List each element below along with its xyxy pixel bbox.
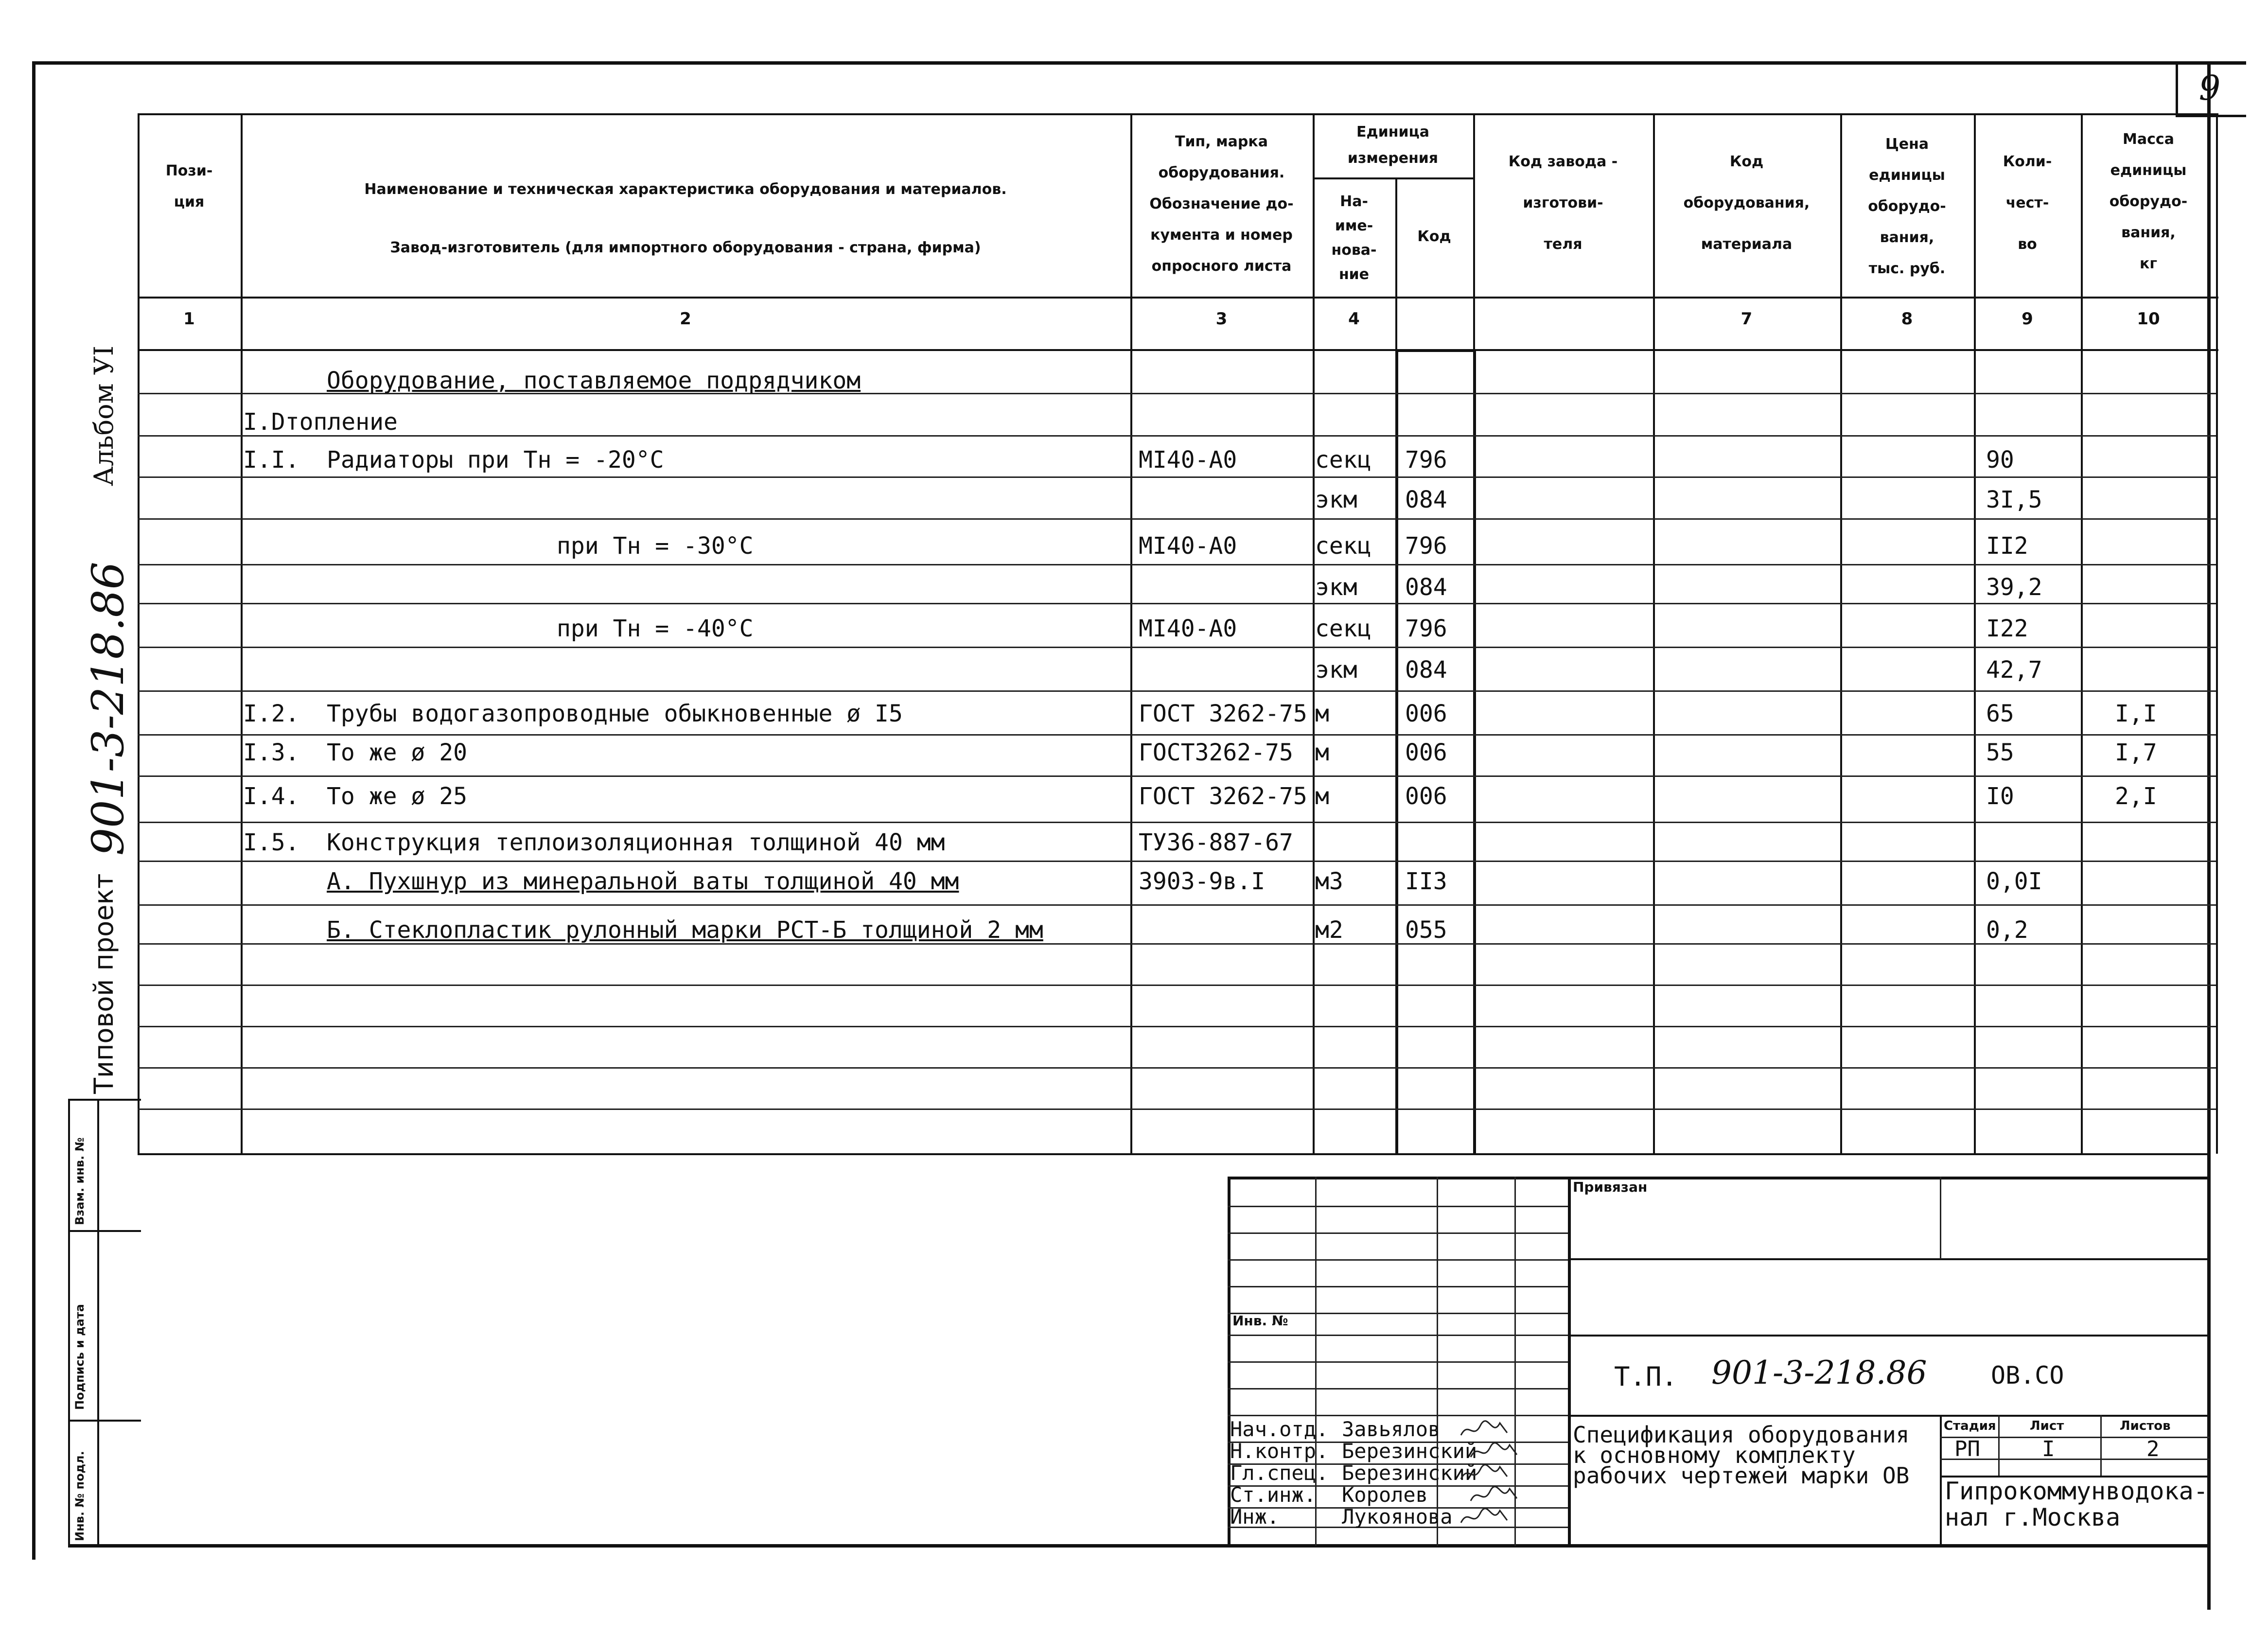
row-unit: м (1315, 700, 1329, 727)
row-type: МI40-А0 (1139, 532, 1237, 560)
sheet-number: 9 (2198, 68, 2221, 108)
signature-mark (1459, 1506, 1512, 1529)
colnum-3: 3 (1215, 309, 1228, 329)
row-name: То же ø 20 (327, 739, 467, 766)
row-name: при Тн = -30°С (557, 532, 754, 560)
row-unit: секц (1315, 446, 1371, 474)
row-unit: секц (1315, 532, 1371, 560)
sheets-value: 2 (2146, 1437, 2160, 1461)
doc-prefix: Т.П. (1614, 1361, 1678, 1392)
row-quantity: 65 (1986, 700, 2014, 727)
row-mass: I,7 (2115, 739, 2157, 766)
row-type: ТУ36-887-67 (1139, 829, 1293, 856)
row-type: ГОСТ 3262-75 (1139, 700, 1307, 727)
colnum-4: 4 (1348, 309, 1360, 329)
row-type: 3903-9в.I (1139, 868, 1266, 895)
row-quantity: I0 (1986, 783, 2014, 810)
row-code: 796 (1405, 615, 1447, 642)
row-type: ГОСТ3262-75 (1139, 739, 1293, 766)
row-position: I.Dтопление (243, 408, 398, 436)
stage-value: РП (1954, 1437, 1980, 1461)
row-code: 006 (1405, 700, 1447, 727)
row-name: при Тн = -40°С (557, 615, 754, 642)
header-type: Тип, марка оборудования. Обозначение до- кумента и номер опросного листа (1149, 133, 1294, 275)
row-unit: м3 (1315, 868, 1343, 895)
sheets-label: Листов (2120, 1419, 2171, 1433)
colnum-7: 7 (1741, 309, 1753, 329)
project-number-side: 901-3-218.86 (83, 562, 134, 856)
row-unit: м2 (1315, 916, 1343, 944)
header-unit-name: На- име- нова- ние (1331, 193, 1377, 283)
row-name: Трубы водогазопроводные обыкновенные ø I5 (327, 700, 903, 727)
signer-role: Гл.спец. (1230, 1461, 1329, 1485)
row-name: Конструкция теплоизоляционная толщиной 40 мм (327, 829, 945, 856)
doc-mark: ОВ.СО (1991, 1361, 2064, 1390)
stamp-inv-podl: Инв. № подл. (73, 1451, 87, 1541)
row-code: 006 (1405, 739, 1447, 766)
header-mass: Масса единицы оборудо- вания, кг (2109, 131, 2188, 272)
row-type: МI40-А0 (1139, 615, 1237, 642)
signer-name: Королев (1342, 1483, 1428, 1507)
row-code: 006 (1405, 783, 1447, 810)
project-label: Типовой проект (88, 873, 119, 1094)
row-name: Радиаторы при Тн = -20°С (327, 446, 664, 474)
signer-role: Инж. (1230, 1505, 1280, 1529)
row-quantity: 90 (1986, 446, 2014, 474)
row-code: 796 (1405, 532, 1447, 560)
stamp-sign-date: Подпись и дата (73, 1304, 87, 1410)
signature-mark (1468, 1484, 1522, 1507)
row-mass: I,I (2115, 700, 2157, 727)
row-position: I.I. (243, 446, 299, 474)
row-code: II3 (1405, 868, 1447, 895)
colnum-1: 1 (183, 309, 195, 329)
colnum-8: 8 (1901, 309, 1913, 329)
row-quantity: 42,7 (1986, 656, 2042, 684)
organization: Гипрокоммунводока- нал г.Москва (1945, 1477, 2208, 1531)
header-unit-code: Код (1417, 228, 1451, 245)
row-name: То же ø 25 (327, 783, 467, 810)
doc-description: Спецификация оборудования к основному комплекту рабочих чертежей марки ОВ (1573, 1422, 1910, 1489)
row-name: Оборудование, поставляемое подрядчиком (327, 367, 861, 394)
row-quantity: 3I,5 (1986, 486, 2042, 513)
header-equipment-code: Код оборудования, материала (1683, 153, 1810, 253)
row-quantity: 39,2 (1986, 574, 2042, 601)
album-label: Альбом УI (88, 345, 119, 486)
row-position: I.2. (243, 700, 299, 727)
frame-right-edge (2207, 61, 2211, 1610)
row-name: Б. Стеклопластик рулонный марки РСТ-Б толщиной 2 мм (327, 916, 1043, 944)
row-unit: м (1315, 739, 1329, 766)
row-quantity: II2 (1986, 532, 2028, 560)
signature-mark (1459, 1418, 1512, 1442)
header-unit-group: Единица измерения (1347, 123, 1439, 167)
row-code: 084 (1405, 574, 1447, 601)
row-position: I.5. (243, 829, 299, 856)
row-unit: экм (1315, 486, 1357, 513)
row-quantity: 0,0I (1986, 868, 2042, 895)
stage-label: Стадия (1944, 1419, 1996, 1433)
signer-name: Лукоянова (1342, 1505, 1453, 1529)
signer-role: Н.контр. (1230, 1439, 1329, 1463)
signature-mark (1459, 1462, 1512, 1485)
header-price: Цена единицы оборудо- вания, тыс. руб. (1868, 136, 1946, 277)
row-quantity: 55 (1986, 739, 2014, 766)
row-position: I.4. (243, 783, 299, 810)
row-name: А. Пухшнур из минеральной ваты толщиной 40 мм (327, 868, 959, 895)
row-unit: экм (1315, 656, 1357, 684)
row-code: 084 (1405, 486, 1447, 513)
colnum-9: 9 (2022, 309, 2033, 329)
colnum-10: 10 (2137, 309, 2160, 329)
frame-bottom-edge (68, 1544, 2207, 1548)
colnum-2: 2 (680, 309, 691, 329)
signer-role: Нач.отд. (1230, 1417, 1329, 1441)
doc-number: 901-3-218.86 (1711, 1354, 1927, 1391)
row-code: 796 (1405, 446, 1447, 474)
privyazan-label: Привязан (1573, 1179, 1648, 1195)
stamp-vzam-inv: Взам. инв. № (73, 1137, 87, 1225)
signer-name: Березинский (1342, 1439, 1477, 1463)
row-mass: 2,I (2115, 783, 2157, 810)
signer-name: Березинский (1342, 1461, 1477, 1485)
header-factory-code: Код завода - изготови- теля (1508, 153, 1618, 253)
row-quantity: 0,2 (1986, 916, 2028, 944)
header-name: Наименование и техническая характеристика оборудования и материалов. Завод-изготовитель (для импортного оборудования - страна, фирма) (364, 181, 1007, 256)
row-position: I.3. (243, 739, 299, 766)
signer-name: Завьялов (1342, 1417, 1441, 1441)
row-type: ГОСТ 3262-75 (1139, 783, 1307, 810)
row-code: 084 (1405, 656, 1447, 684)
inv-no-label: Инв. № (1232, 1313, 1288, 1329)
row-code: 055 (1405, 916, 1447, 944)
row-unit: экм (1315, 574, 1357, 601)
row-unit: секц (1315, 615, 1371, 642)
row-type: МI40-А0 (1139, 446, 1237, 474)
signer-role: Ст.инж. (1230, 1483, 1317, 1507)
row-unit: м (1315, 783, 1329, 810)
header-position: Пози- ция (165, 162, 213, 211)
signature-mark (1468, 1440, 1522, 1463)
row-quantity: I22 (1986, 615, 2028, 642)
sheet-label: Лист (2030, 1419, 2064, 1433)
sheet-value: I (2042, 1437, 2055, 1461)
header-quantity: Коли- чест- во (2003, 153, 2052, 253)
